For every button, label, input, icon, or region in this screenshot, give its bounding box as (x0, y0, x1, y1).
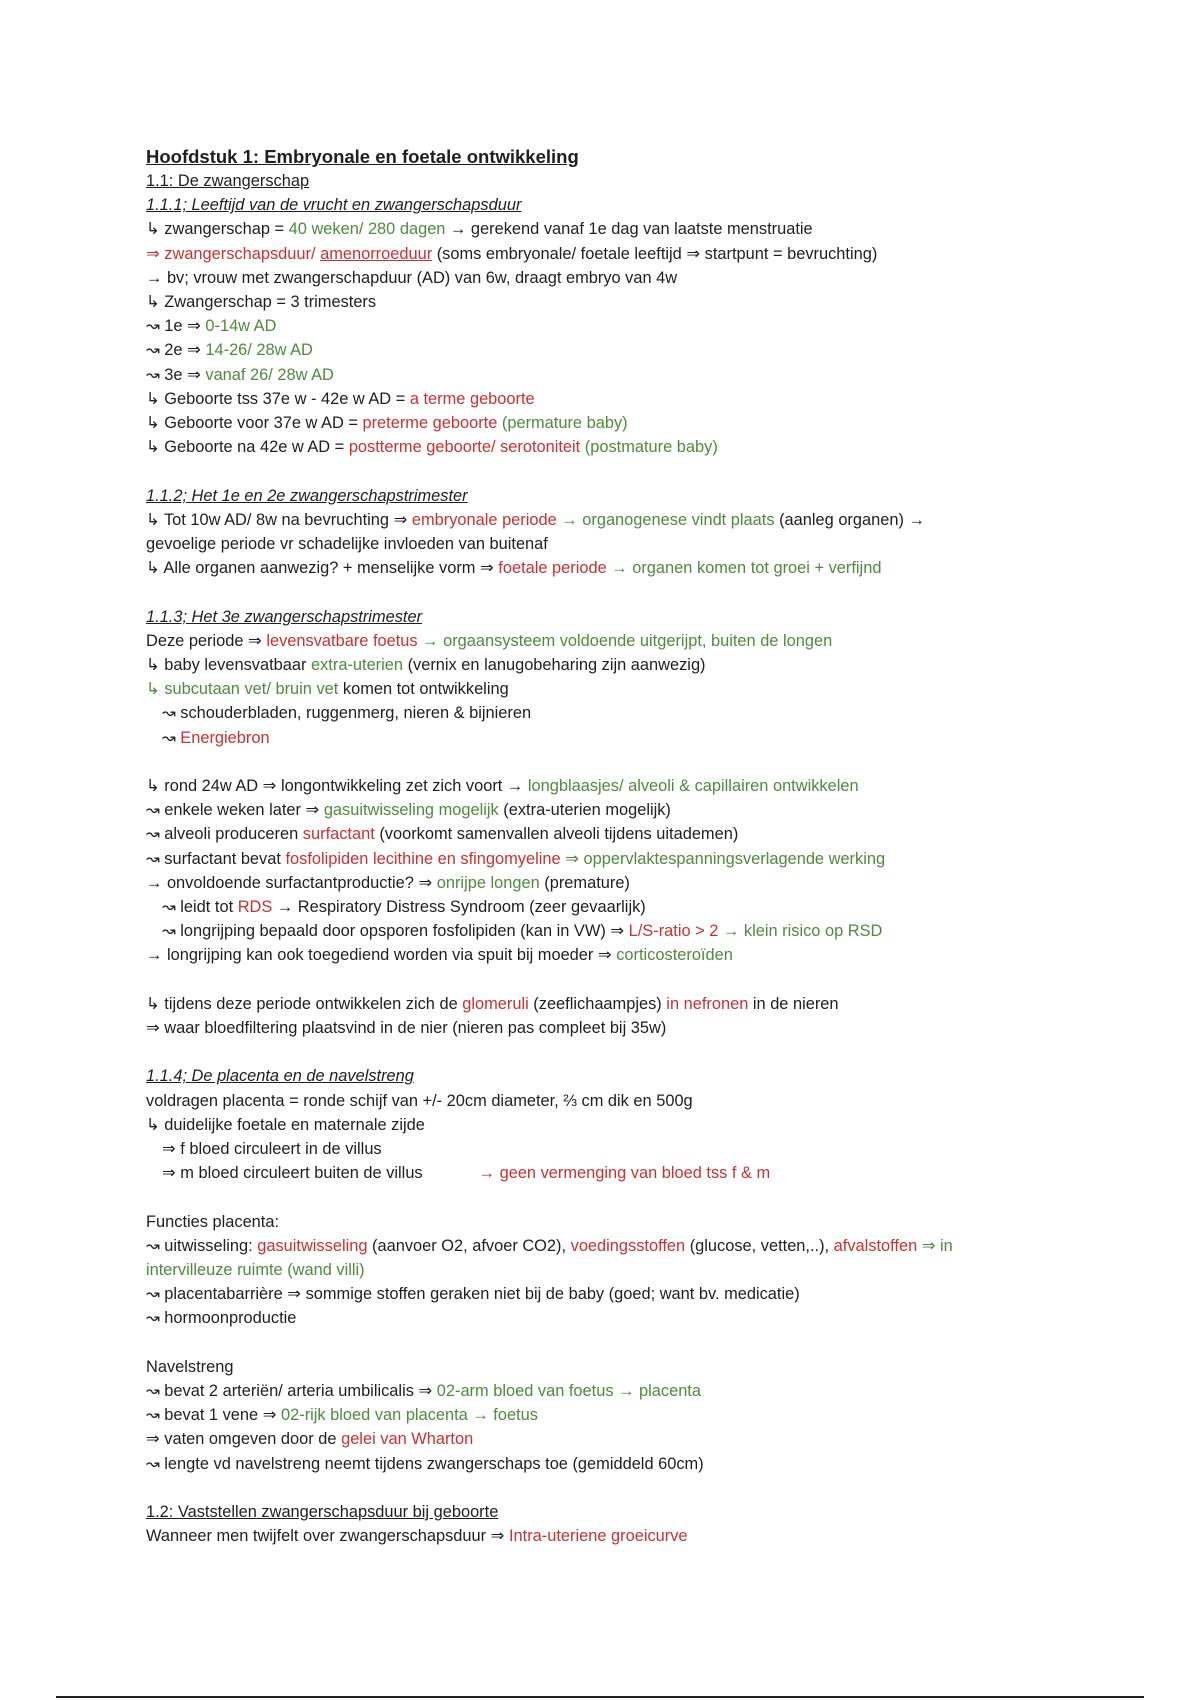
umbilical-heading: Navelstreng (146, 1357, 234, 1376)
text-line: ↳ Geboorte voor 37e w AD = preterme geboorte (permature baby) (146, 414, 628, 433)
page-divider (56, 1696, 1144, 1698)
text-line: ↝ 2e ⇒ 14-26/ 28w AD (146, 341, 313, 360)
subsection-heading: 1.1.1; Leeftijd van de vrucht en zwangerschapsduur (146, 196, 522, 215)
text-line: ↝ alveoli produceren surfactant (voorkomt samenvallen alveoli tijdens uitademen) (146, 825, 739, 844)
text-line: ↳ baby levensvatbaar extra-uterien (vernix en lanugobeharing zijn aanwezig) (146, 656, 706, 675)
functions-heading: Functies placenta: (146, 1212, 280, 1231)
text-line: ↝ schouderbladen, ruggenmerg, nieren & bijnieren (162, 704, 532, 723)
text-line: → bv; vrouw met zwangerschapduur (AD) van 6w, draagt embryo van 4w (146, 268, 678, 287)
text-line: intervilleuze ruimte (wand villi) (146, 1261, 365, 1280)
text-line: ↳ Zwangerschap = 3 trimesters (146, 293, 377, 312)
text-line: → onvoldoende surfactantproductie? ⇒ onrijpe longen (premature) (146, 873, 630, 892)
subsection-heading: 1.1.4; De placenta en de navelstreng (146, 1067, 414, 1086)
text-line: ↝ leidt tot RDS → Respiratory Distress Syndroom (zeer gevaarlijk) (162, 898, 646, 917)
text-line: ↝ surfactant bevat fosfolipiden lecithine en sfingomyeline ⇒ oppervlaktespanningsverlagende werking (146, 849, 886, 868)
text-line: ↳ subcutaan vet/ bruin vet komen tot ontwikkeling (146, 680, 509, 699)
text-line: ↳ duidelijke foetale en maternale zijde (146, 1115, 425, 1134)
text-line: ↝ enkele weken later ⇒ gasuitwisseling mogelijk (extra-uterien mogelijk) (146, 801, 671, 820)
text-line: ↝ uitwisseling: gasuitwisseling (aanvoer O2, afvoer CO2), voedingsstoffen (glucose, vetten,..), afvalstoffen ⇒ in (146, 1236, 953, 1255)
text-line: voldragen placenta = ronde schijf van +/- 20cm diameter, ⅔ cm dik en 500g (146, 1091, 693, 1110)
text-line: ↝ 3e ⇒ vanaf 26/ 28w AD (146, 365, 334, 384)
text-line: ↝ bevat 2 arteriën/ arteria umbilicalis ⇒ 02-arm bloed van foetus → placenta (146, 1382, 701, 1401)
text-line: ↝ 1e ⇒ 0-14w AD (146, 317, 277, 336)
section-heading: 1.2: Vaststellen zwangerschapsduur bij geboorte (146, 1503, 499, 1522)
text-line: ↝ lengte vd navelstreng neemt tijdens zwangerschaps toe (gemiddeld 60cm) (146, 1454, 704, 1473)
text-line: ⇒ f bloed circuleert in de villus (162, 1140, 382, 1159)
text-line: ↝ bevat 1 vene ⇒ 02-rijk bloed van placenta → foetus (146, 1406, 538, 1425)
text-line: ↳ rond 24w AD ⇒ longontwikkeling zet zich voort → longblaasjes/ alveoli & capillairen ontwikkelen (146, 777, 859, 796)
text-line: → longrijping kan ook toegediend worden via spuit bij moeder ⇒ corticosteroïden (146, 946, 733, 965)
text-line: ↝ placentabarrière ⇒ sommige stoffen geraken niet bij de baby (goed; want bv. medicatie) (146, 1285, 800, 1304)
text-line: Deze periode ⇒ levensvatbare foetus → orgaansysteem voldoende uitgerijpt, buiten de longen (146, 631, 833, 650)
text-line: gevoelige periode vr schadelijke invloeden van buitenaf (146, 535, 548, 554)
text-line: ↳ Alle organen aanwezig? + menselijke vorm ⇒ foetale periode → organen komen tot groei + verfijnd (146, 559, 882, 578)
text-line: ↳ zwangerschap = 40 weken/ 280 dagen → gerekend vanaf 1e dag van laatste menstruatie (146, 220, 813, 239)
subsection-heading: 1.1.2; Het 1e en 2e zwangerschapstrimester (146, 486, 468, 505)
text-line: ↝ hormoonproductie (146, 1309, 297, 1328)
text-line: ↳ Geboorte na 42e w AD = postterme geboorte/ serotoniteit (postmature baby) (146, 438, 718, 457)
text-line: ↳ Geboorte tss 37e w - 42e w AD = a terme geboorte (146, 389, 535, 408)
chapter-title: Hoofdstuk 1: Embryonale en foetale ontwikkeling (146, 146, 579, 167)
text-line: ↝ Energiebron (162, 728, 270, 747)
text-line: ↳ Tot 10w AD/ 8w na bevruchting ⇒ embryonale periode → organogenese vindt plaats (aanleg organen) → (146, 510, 925, 529)
text-line: ⇒ waar bloedfiltering plaatsvind in de nier (nieren pas compleet bij 35w) (146, 1019, 667, 1038)
text-line: ↳ tijdens deze periode ontwikkelen zich de glomeruli (zeeflichaampjes) in nefronen in de nieren (146, 994, 839, 1013)
text-line: ⇒ vaten omgeven door de gelei van Wharton (146, 1430, 474, 1449)
section-heading: 1.1: De zwangerschap (146, 172, 310, 190)
subsection-heading: 1.1.3; Het 3e zwangerschapstrimester (146, 607, 423, 626)
text-line: ↝ longrijping bepaald door opsporen fosfolipiden (kan in VW) ⇒ L/S-ratio > 2 → klein risico op RSD (162, 922, 883, 941)
text-line: ⇒ zwangerschapsduur/ amenorroeduur (soms embryonale/ foetale leeftijd ⇒ startpunt = bevruchting) (146, 244, 878, 263)
text-line: Wanneer men twijfelt over zwangerschapsduur ⇒ Intra-uteriene groeicurve (146, 1527, 688, 1546)
text-line: ⇒ m bloed circuleert buiten de villus → geen vermenging van bloed tss f & m (162, 1164, 771, 1183)
document-body (146, 144, 1066, 1548)
